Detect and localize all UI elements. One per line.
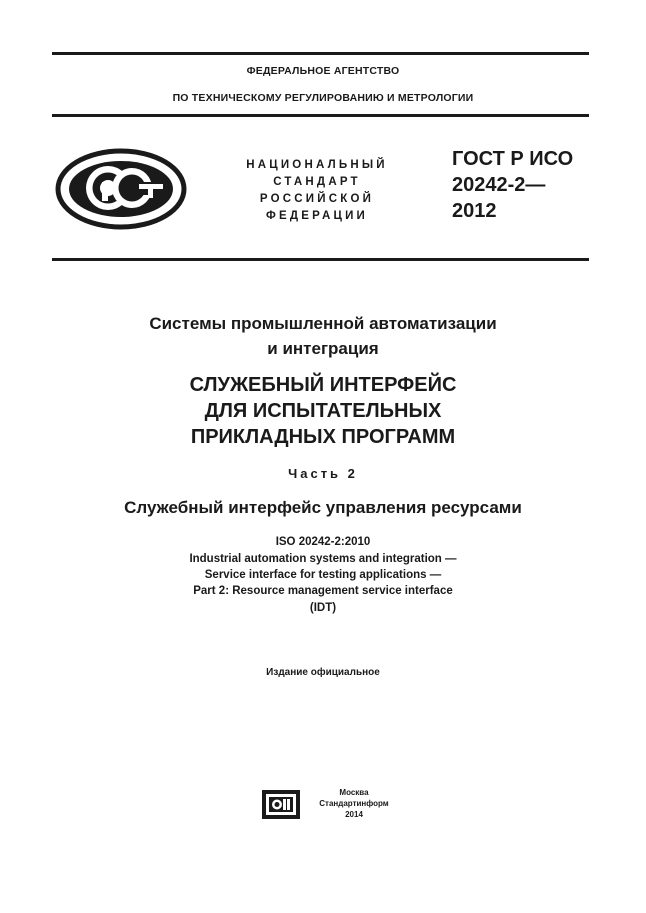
designation-line1: ГОСТ Р ИСО xyxy=(452,148,574,170)
rst-certification-mark-icon xyxy=(55,148,187,230)
agency-name-line1: ФЕДЕРАЛЬНОЕ АГЕНТСТВО xyxy=(246,65,400,77)
iso-reference-line3: Service interface for testing applications — xyxy=(204,569,442,581)
designation-line3: 2012 xyxy=(452,200,497,222)
national-standard-label xyxy=(222,157,412,225)
title-systems-line2: и интеграция xyxy=(267,339,379,358)
title-systems-line1: Системы промышленной автоматизации xyxy=(149,314,497,333)
iso-reference-line4: Part 2: Resource management service interface xyxy=(193,585,453,597)
iso-reference-line2: Industrial automation systems and integration — xyxy=(189,553,457,565)
national-standard-line1: НАЦИОНАЛЬНЫЙ xyxy=(246,159,388,171)
main-title-line2: ДЛЯ ИСПЫТАТЕЛЬНЫХ xyxy=(204,400,442,422)
header-rule xyxy=(52,114,589,117)
standartinform-logo-icon xyxy=(262,790,300,819)
title-block-rule xyxy=(52,258,589,261)
main-title-line1: СЛУЖЕБНЫЙ ИНТЕРФЕЙС xyxy=(189,374,457,396)
part-label: Часть 2 xyxy=(288,466,358,481)
main-title-line3: ПРИКЛАДНЫХ ПРОГРАММ xyxy=(190,426,456,448)
designation-line2: 20242-2— xyxy=(452,174,546,196)
publisher-name: Стандартинформ xyxy=(319,799,389,808)
publisher-city: Москва xyxy=(339,788,369,797)
edition-label: Издание официальное xyxy=(266,667,380,678)
part-subtitle: Служебный интерфейс управления ресурсами xyxy=(124,498,522,517)
iso-reference-line5: (IDT) xyxy=(309,602,337,614)
standard-designation xyxy=(452,146,573,224)
publisher-year: 2014 xyxy=(345,810,363,819)
top-rule xyxy=(52,52,589,55)
national-standard-line4: ФЕДЕРАЦИИ xyxy=(265,210,369,222)
publisher-info xyxy=(308,787,400,820)
national-standard-line3: РОССИЙСКОЙ xyxy=(259,193,375,205)
agency-name-line2: ПО ТЕХНИЧЕСКОМУ РЕГУЛИРОВАНИЮ И МЕТРОЛОГИИ xyxy=(172,92,474,104)
national-standard-line2: СТАНДАРТ xyxy=(273,176,361,188)
iso-reference-line1: ISO 20242-2:2010 xyxy=(275,536,371,548)
